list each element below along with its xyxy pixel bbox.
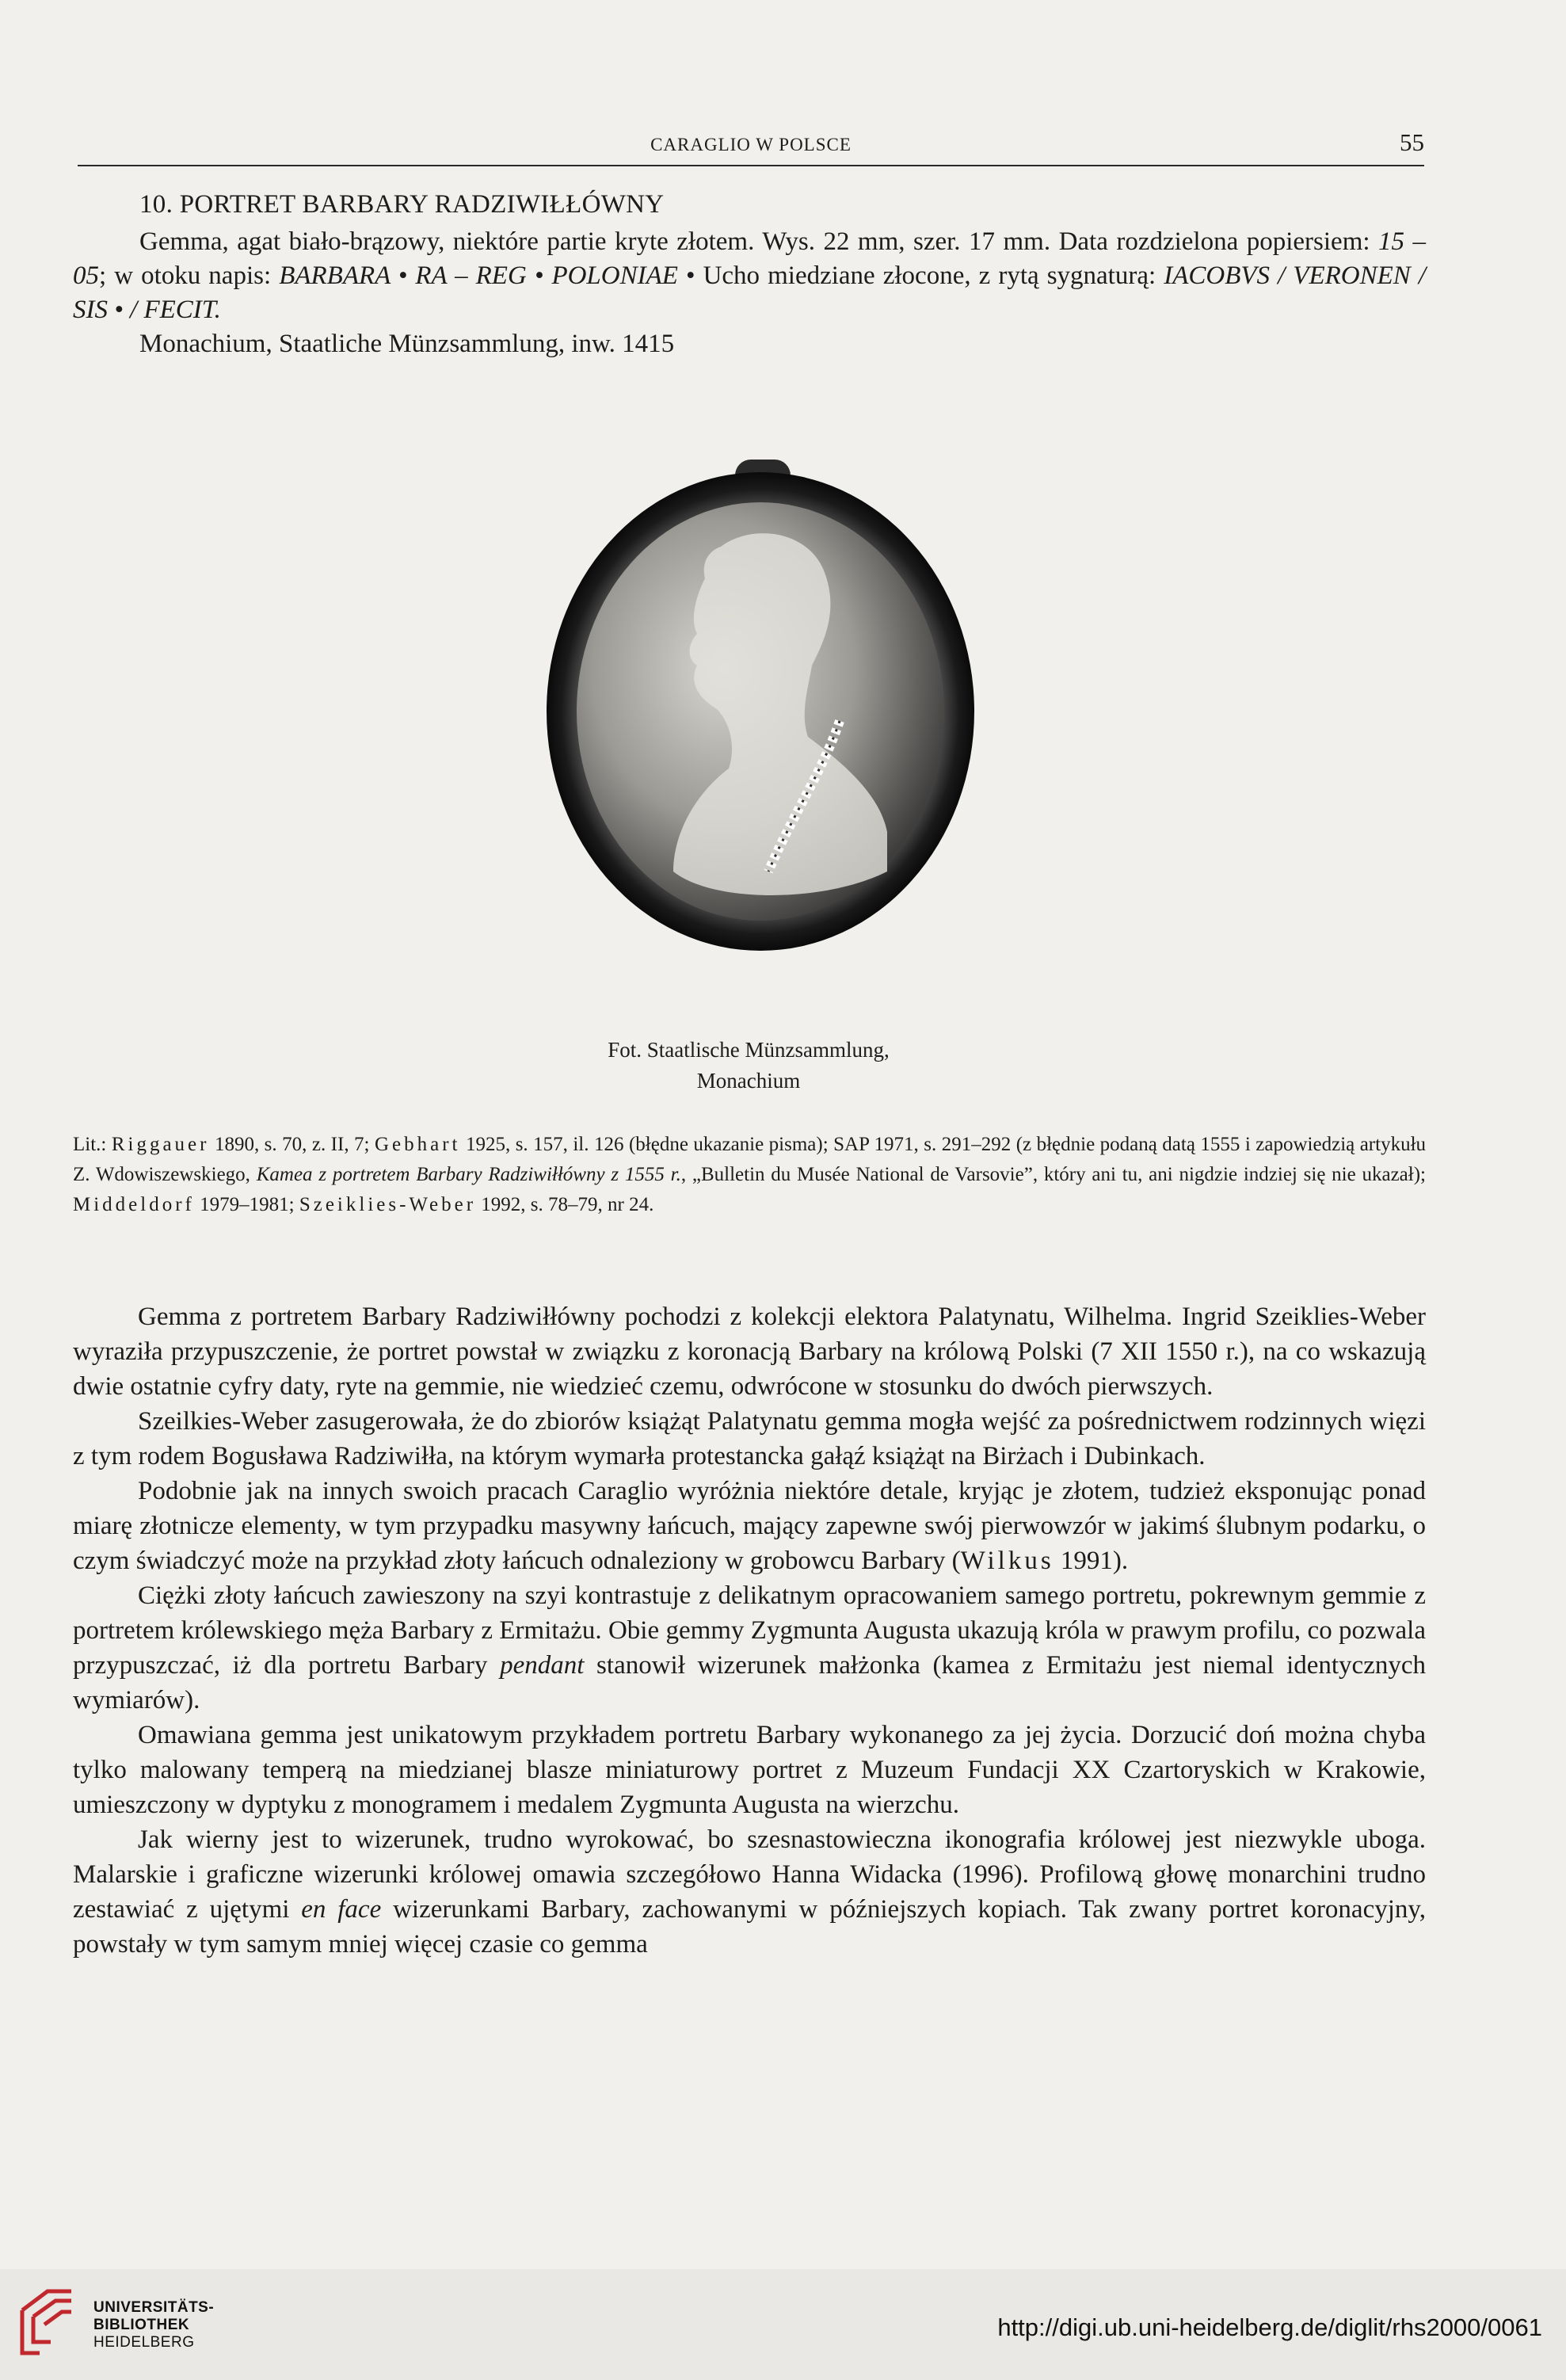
body-paragraph-3: [73, 1474, 1426, 1578]
lit-prefix: Lit.:: [73, 1134, 112, 1155]
figure-caption: [539, 1035, 958, 1097]
p3-author: Wilkus: [960, 1547, 1054, 1575]
lit-text-5: 1992, s. 78–79, nr 24.: [476, 1194, 654, 1215]
gem-photograph: [539, 460, 974, 967]
p4-text-a: Ciężki złoty łańcuch zawieszony na szyi kontrastuje z delikatnym opracowaniem samego portretu, pokrewnym gemmie z portretem królewskiego męża Barbary z Ermitażu. Obie gemmy Zygmunta Augusta ukazują króla w prawym profilu, co pozwala przypuszczać, iż dla portretu Barbary: [73, 1581, 1426, 1680]
lit-author-riggauer: Riggauer: [111, 1134, 210, 1155]
entry-description: [73, 225, 1426, 361]
library-line-1: UNIVERSITÄTS-: [93, 2299, 215, 2316]
lit-text-1: 1890, s. 70, z. II, 7;: [209, 1134, 375, 1155]
library-name[interactable]: [93, 2299, 214, 2351]
p3-text-a: Podobnie jak na innych swoich pracach Caraglio wyróżnia niektóre detale, kryjąc je złotem, tudzież eksponując ponad miarę złotnicze elementy, w tym przypadku masywny łańcuch, mający zapewne swój pierwowzór w jakimś ślubnym podarku, o czym świadczyć może na przykład złoty łańcuch odnaleziony w grobowcu Barbary (: [73, 1477, 1426, 1575]
lit-author-szeiklies-weber: Szeiklies-Weber: [299, 1194, 477, 1215]
desc-text-3: • Ucho miedziane złocone, z rytą sygnaturą:: [677, 261, 1164, 290]
library-line-3: HEIDELBERG: [93, 2334, 195, 2351]
permalink-url[interactable]: http://digi.ub.uni-heidelberg.de/diglit/rhs2000/0061: [997, 2313, 1542, 2341]
lit-author-middeldorf: Middeldorf: [73, 1194, 195, 1215]
entry-location: Monachium, Staatliche Münzsammlung, inw. 1415: [139, 330, 675, 358]
lit-text-2: 1925, s. 157, il. 126 (błędne ukazanie pisma); SAP 1971, s. 291–292 (z błędnie podaną datą 1555 i zapowiedzią artykułu Z. Wdowiszewskiego,: [73, 1134, 1427, 1185]
literature-section: [73, 1130, 1426, 1220]
desc-text-1: Gemma, agat biało-brązowy, niektóre partie kryte złotem. Wys. 22 mm, szer. 17 mm. Data rozdzielona popiersiem:: [139, 227, 1379, 256]
cameo-image: [539, 460, 974, 967]
entry-title: 10. PORTRET BARBARY RADZIWIŁŁÓWNY: [139, 190, 665, 219]
library-logo-icon[interactable]: [16, 2287, 79, 2356]
date-italic: 15 – 05: [73, 227, 1426, 290]
caption-line-1: Fot. Staatlische Münzsammlung,: [608, 1038, 890, 1062]
body-paragraph-4: [73, 1578, 1426, 1718]
p6-italic: en face: [301, 1895, 382, 1924]
lit-text-3: , „Bulletin du Musée National de Varsovie”, który ani tu, ani nigdzie indziej się nie ukazał);: [680, 1164, 1426, 1185]
p3-text-b: 1991).: [1054, 1547, 1129, 1575]
page-number: 55: [1400, 128, 1424, 156]
p6-text-a: Jak wierny jest to wizerunek, trudno wyrokować, bo szesnastowieczna ikonografia królowej jest niezwykle uboga. Malarskie i graficzne wizerunki królowej omawia szczegółowo Hanna Widacka (1996). Profilową głowę monarchini trudno zestawiać z ujętymi: [73, 1825, 1426, 1924]
p4-italic: pendant: [500, 1651, 585, 1680]
lit-author-gebhart: Gebhart: [374, 1134, 461, 1155]
signature-italic: IACOBVS / VERONEN / SIS • / FECIT.: [73, 261, 1426, 324]
p4-text-b: stanowił wizerunek małżonka (kamea z Ermitażu jest niemal identycznych wymiarów).: [73, 1651, 1426, 1714]
footer-bar: [0, 2269, 1566, 2380]
lit-text-4: 1979–1981;: [194, 1194, 299, 1215]
body-paragraph-2: Szeilkies-Weber zasugerowała, że do zbiorów książąt Palatynatu gemma mogła wejść za pośrednictwem rodzinnych więzi z tym rodem Bogusława Radziwiłła, na którym wymarła protestancka gałąź książąt na Birżach i Dubinkach.: [73, 1407, 1426, 1470]
body-paragraph-1: Gemma z portretem Barbary Radziwiłłówny pochodzi z kolekcji elektora Palatynatu, Wilhelma. Ingrid Szeiklies-Weber wyraziła przypuszczenie, że portret powstał w związku z koronacją Barbary na królową Polski (7 XII 1550 r.), na co wskazują dwie ostatnie cyfry daty, ryte na gemmie, nie wiedzieć czemu, odwrócone w stosunku do dwóch pierwszych.: [73, 1303, 1426, 1401]
library-line-2: BIBLIOTHEK: [93, 2317, 190, 2333]
desc-text-2: ; w otoku napis:: [99, 261, 280, 290]
body-paragraph-6: [73, 1822, 1426, 1962]
body-paragraph-5: Omawiana gemma jest unikatowym przykładem portretu Barbary wykonanego za jej życia. Dorzucić doń można chyba tylko malowany temperą na miedzianej blasze miniaturowy portret z Muzeum Fundacji XX Czartoryskich w Krakowie, umieszczony w dyptyku z monogramem i medalem Zygmunta Augusta na wierzchu.: [73, 1721, 1426, 1819]
body-text: [73, 1299, 1426, 1962]
lit-title-italic: Kamea z portretem Barbary Radziwiłłówny z 1555 r.: [256, 1164, 681, 1185]
running-header: [78, 128, 1424, 166]
caption-line-2: Monachium: [696, 1069, 801, 1093]
legend-italic: BARBARA • RA – REG • POLONIAE: [279, 261, 678, 290]
p6-text-b: wizerunkami Barbary, zachowanymi w późniejszych kopiach. Tak zwany portret koronacyjny, powstały w tym samym mniej więcej czasie co gemma: [73, 1895, 1427, 1959]
running-title: CARAGLIO W POLSCE: [650, 135, 852, 154]
